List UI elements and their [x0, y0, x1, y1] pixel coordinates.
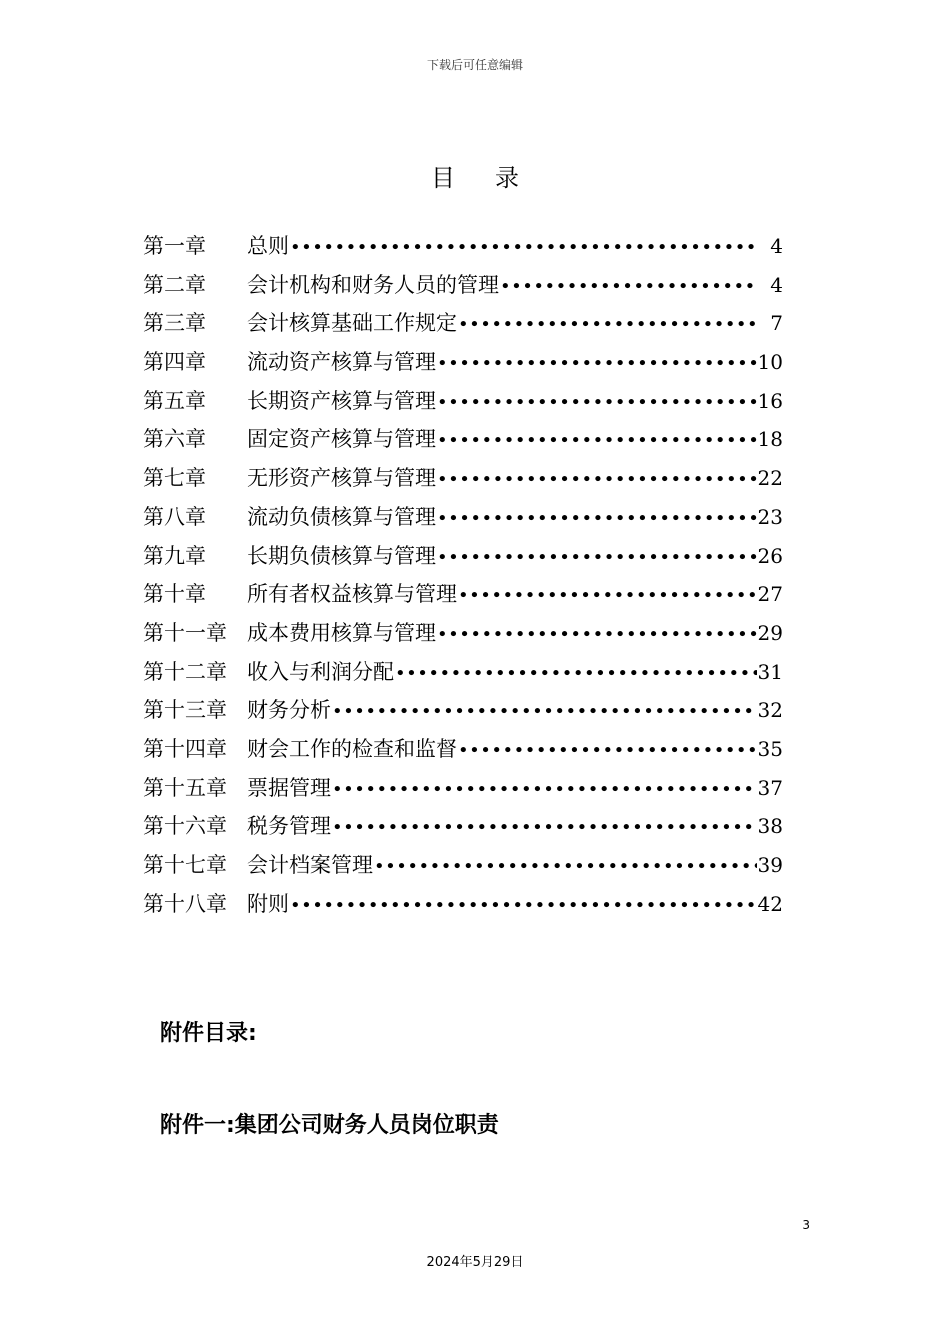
toc-chapter-number: 第十七章 [143, 853, 227, 877]
toc-chapter-number: 第十六章 [143, 814, 227, 839]
toc-entry[interactable] [143, 888, 783, 927]
toc-chapter-title: 所有者权益核算与管理 [247, 582, 457, 607]
toc-entry[interactable] [143, 346, 783, 385]
toc-chapter-title: 附则 [247, 891, 289, 916]
toc-leader-dots [437, 469, 757, 490]
toc-chapter-number: 第十五章 [143, 775, 227, 800]
toc-page-number: 32 [757, 698, 783, 723]
toc-chapter-title: 会计核算基础工作规定 [247, 311, 457, 336]
footer-date: 2024年5月29日 [426, 1255, 524, 1270]
toc-entry[interactable] [143, 462, 783, 501]
toc-chapter-number: 第七章 [143, 466, 206, 491]
toc-page-number: 27 [757, 582, 783, 607]
toc-chapter-title: 财会工作的检查和监督 [247, 736, 457, 761]
toc-entry[interactable] [143, 540, 783, 579]
toc-page-number: 22 [757, 466, 783, 491]
toc-leader-dots [332, 701, 757, 722]
toc-chapter-number: 第十一章 [143, 620, 227, 645]
toc-chapter-number: 第十章 [143, 582, 206, 607]
toc-entry[interactable] [143, 772, 783, 811]
toc-chapter-number: 第九章 [143, 543, 206, 568]
toc-entry[interactable] [143, 269, 783, 308]
toc-chapter-title: 总则 [247, 234, 289, 258]
toc-chapter-title: 会计机构和财务人员的管理 [247, 272, 499, 297]
toc-chapter-number: 第十二章 [143, 659, 227, 684]
toc-chapter-title: 流动资产核算与管理 [247, 350, 436, 375]
toc-entry[interactable] [143, 656, 783, 695]
toc-entry[interactable] [143, 617, 783, 656]
toc-chapter-title: 财务分析 [247, 698, 331, 723]
toc-chapter-number: 第八章 [143, 504, 206, 529]
toc-leader-dots [437, 508, 757, 529]
toc-chapter-number: 第六章 [143, 427, 206, 452]
toc-leader-dots [437, 392, 757, 413]
toc-chapter-title: 票据管理 [247, 775, 331, 800]
toc-chapter-number: 第十三章 [143, 698, 227, 723]
toc-entry[interactable] [143, 578, 783, 617]
page-number: 3 [802, 1218, 810, 1232]
toc-page-number: 10 [757, 350, 783, 375]
toc-chapter-title: 流动负债核算与管理 [247, 504, 436, 529]
toc-chapter-number: 第三章 [143, 311, 206, 336]
toc-chapter-number: 第十四章 [143, 736, 227, 761]
toc-page-number: 42 [757, 891, 783, 916]
toc-entry[interactable] [143, 733, 783, 772]
toc-chapter-title: 固定资产核算与管理 [247, 427, 436, 452]
toc-page-number: 29 [757, 620, 783, 645]
toc-page-number: 31 [757, 659, 783, 684]
toc-leader-dots [458, 585, 757, 606]
toc-page-number: 16 [757, 388, 783, 413]
toc-leader-dots [374, 856, 757, 877]
toc-entry[interactable] [143, 849, 783, 888]
toc-page-number: 37 [757, 775, 783, 800]
toc-page-number: 35 [757, 736, 783, 761]
toc-page-number: 38 [757, 814, 783, 839]
toc-chapter-number: 第二章 [143, 272, 206, 297]
toc-entry[interactable] [143, 230, 783, 269]
toc-entry[interactable] [143, 423, 783, 462]
toc-leader-dots [437, 547, 757, 568]
toc-entry[interactable] [143, 501, 783, 540]
toc-title: 目录 [431, 164, 559, 192]
toc-chapter-title: 收入与利润分配 [247, 659, 394, 684]
toc-page-number: 4 [770, 234, 783, 258]
header-note: 下载后可任意编辑 [426, 58, 523, 72]
toc-page-number: 18 [757, 427, 783, 452]
toc-leader-dots [437, 430, 757, 451]
toc-page-number: 39 [757, 853, 783, 877]
toc-chapter-number: 第四章 [143, 350, 206, 375]
toc-entry[interactable] [143, 385, 783, 424]
toc-chapter-title: 长期负债核算与管理 [247, 543, 436, 568]
toc-leader-dots [437, 624, 757, 645]
toc-chapter-title: 无形资产核算与管理 [247, 466, 436, 491]
appendix-title: 附件目录: [160, 1021, 257, 1046]
toc-entry[interactable] [143, 307, 783, 346]
toc-page-number: 26 [757, 543, 783, 568]
toc-chapter-title: 成本费用核算与管理 [247, 620, 436, 645]
toc-page-number: 7 [770, 311, 783, 336]
toc-page-number: 23 [757, 504, 783, 529]
toc-chapter-number: 第五章 [143, 388, 206, 413]
toc-leader-dots [332, 817, 757, 838]
toc-leader-dots [395, 663, 757, 684]
toc-leader-dots [332, 779, 757, 800]
toc-chapter-number: 第一章 [143, 234, 206, 258]
table-of-contents [143, 230, 783, 926]
toc-leader-dots [458, 314, 758, 335]
toc-leader-dots [290, 895, 757, 916]
toc-leader-dots [290, 237, 758, 258]
toc-chapter-title: 长期资产核算与管理 [247, 388, 436, 413]
toc-entry[interactable] [143, 694, 783, 733]
appendix-1-title: 附件一:集团公司财务人员岗位职责 [160, 1113, 499, 1138]
toc-entry[interactable] [143, 810, 783, 849]
toc-leader-dots [458, 740, 757, 761]
toc-chapter-title: 会计档案管理 [247, 853, 373, 877]
toc-leader-dots [500, 276, 758, 297]
toc-chapter-number: 第十八章 [143, 891, 227, 916]
toc-chapter-title: 税务管理 [247, 814, 331, 839]
toc-leader-dots [437, 353, 757, 374]
toc-page-number: 4 [770, 272, 783, 297]
